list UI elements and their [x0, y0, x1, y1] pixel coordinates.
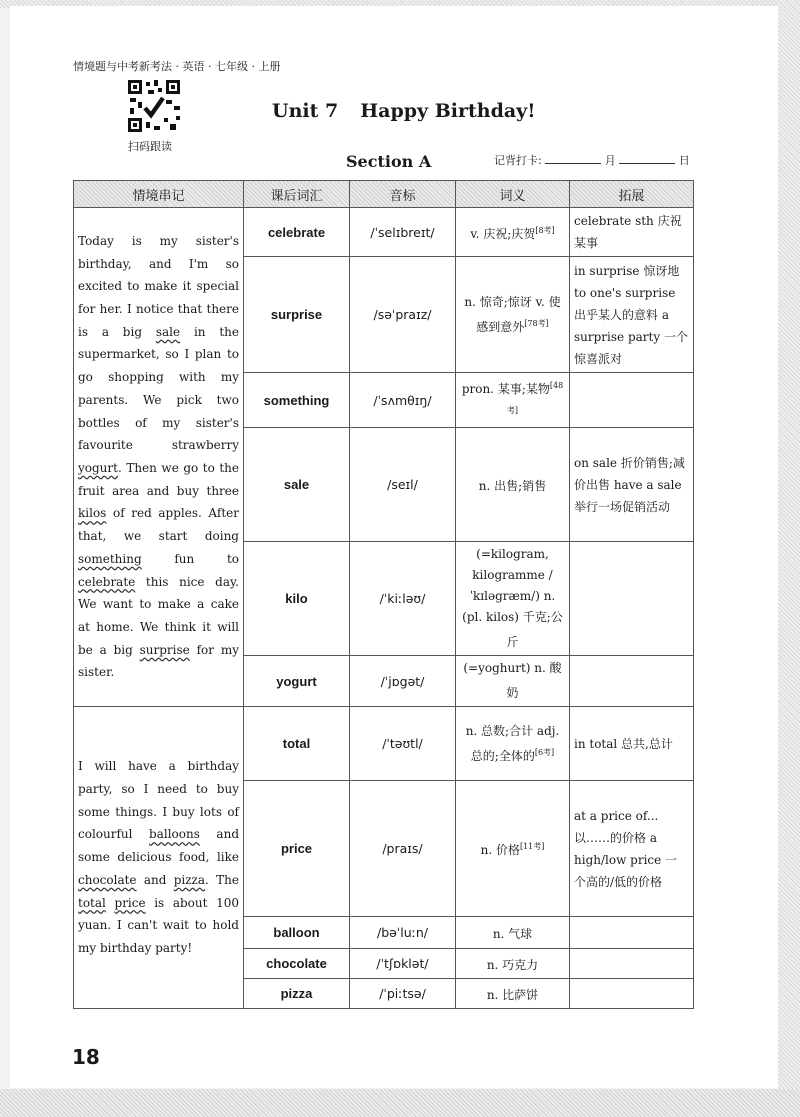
day-blank[interactable]: [619, 153, 675, 164]
keyword-underlined: yogurt: [78, 461, 118, 475]
story-text: fun to: [141, 551, 239, 566]
meaning: [456, 542, 570, 656]
keyword-underlined: kilos: [78, 506, 107, 521]
extension-text: at a price of... 以……的价格 a high/low price 一个高的/低的价格: [574, 808, 678, 889]
vocab-word-text: celebrate: [267, 224, 326, 240]
table-header-row: [74, 181, 694, 208]
meaning: [456, 707, 570, 781]
exam-frequency: [8考]: [535, 225, 555, 235]
phonetic: [350, 257, 456, 373]
vocab-word-text: sale: [283, 477, 310, 492]
phonetic: [350, 208, 456, 257]
scan-border-bottom: [0, 1089, 800, 1117]
qr-label: 扫码跟读: [128, 140, 172, 153]
extension: [570, 979, 694, 1009]
meaning: [456, 373, 570, 428]
phonetic-text: /ˈtəʊtl/: [382, 736, 423, 751]
vocab-word-text: price: [280, 841, 313, 856]
keyword-underlined: pizza: [173, 872, 206, 887]
vocab-word-text: pizza: [280, 986, 313, 1001]
phonetic-text: /ˈkiːləʊ/: [379, 591, 426, 606]
keyword-underlined: total: [78, 895, 106, 910]
story-text: for my sister.: [78, 642, 239, 680]
story-text: and some delicious food, like: [78, 827, 239, 865]
keyword-underlined: something: [78, 551, 142, 566]
meaning: [456, 949, 570, 979]
phonetic-text: /seɪl/: [387, 477, 418, 492]
phonetic-text: /ˈsʌmθɪŋ/: [373, 392, 432, 408]
meaning-text: n. 出售;销售: [478, 479, 547, 493]
extension: [570, 373, 694, 428]
section-title: Section A: [346, 152, 432, 171]
meaning: [456, 257, 570, 373]
phonetic: [350, 656, 456, 707]
header-phonetic: 音标: [350, 181, 456, 208]
vocab-word: [244, 208, 350, 257]
month-blank[interactable]: [545, 153, 601, 164]
phonetic-text: /bəˈluːn/: [376, 925, 428, 940]
phonetic: [350, 781, 456, 917]
phonetic: [350, 428, 456, 542]
extension: [570, 917, 694, 949]
scan-border-right: [778, 0, 800, 1117]
exam-frequency: [48考]: [506, 381, 564, 415]
exam-frequency: [78考]: [524, 318, 549, 328]
story-text: [106, 896, 115, 910]
vocab-word: [244, 949, 350, 979]
story-text: I will have a birthday party, so I need to buy some things. I buy lots of colourful: [78, 759, 239, 842]
phonetic: [350, 542, 456, 656]
page-number: 18: [72, 1045, 100, 1069]
checkin-label: 记背打卡:: [494, 154, 542, 167]
vocab-word-text: something: [263, 392, 330, 408]
checkin-line: [494, 152, 690, 168]
checkin-day: 日: [678, 154, 690, 167]
meaning-text: n. 比萨饼: [486, 988, 539, 1002]
phonetic: [350, 373, 456, 428]
story-passage-1: [74, 208, 244, 707]
phonetic: [350, 917, 456, 949]
extension-text: in surprise 惊讶地 to one's surprise 出乎某人的意料 a surprise party 一个惊喜派对: [574, 263, 688, 366]
story-text: . The: [205, 872, 239, 887]
phonetic: [350, 707, 456, 781]
story-text: in the supermarket, so I plan to go shopping with my parents. We pick two bottles of my sister's favourite strawberry: [78, 324, 239, 453]
keyword-underlined: surprise: [139, 642, 190, 657]
vocabulary-table: [73, 180, 694, 1009]
story-text: and: [136, 872, 174, 887]
qr-code-icon[interactable]: [126, 78, 182, 134]
meaning: [456, 979, 570, 1009]
vocab-word: [244, 373, 350, 428]
phonetic-text: /ˈpiːtsə/: [379, 986, 426, 1001]
book-title: 情境题与中考新考法 · 英语 · 七年级 · 上册: [73, 60, 281, 73]
meaning: [456, 428, 570, 542]
meaning-text: v. 庆祝;庆贺: [470, 226, 536, 241]
extension: [570, 428, 694, 542]
phonetic: [350, 979, 456, 1009]
meaning-text: n. 气球: [492, 927, 533, 941]
extension: [570, 707, 694, 781]
keyword-underlined: sale: [155, 324, 181, 339]
unit-title: [272, 100, 536, 122]
story-text: of red apples. After that, we start doing: [78, 506, 239, 544]
story-text: is about 100 yuan. I can't wait to hold my birthday party!: [78, 895, 239, 955]
meaning: [456, 208, 570, 257]
extension: [570, 257, 694, 373]
table-row: [74, 208, 694, 257]
exam-frequency: [6考]: [534, 747, 555, 757]
header-story: 情境串记: [74, 181, 244, 208]
table-row: [74, 707, 694, 781]
vocab-word: [244, 979, 350, 1009]
exam-frequency: [11考]: [519, 842, 545, 851]
checkin-month: 月: [604, 154, 616, 167]
unit-number: Unit 7: [272, 100, 339, 122]
phonetic-text: /ˈtʃɒklət/: [376, 956, 429, 971]
vocab-word-text: surprise: [270, 307, 323, 322]
unit-name: Happy Birthday!: [360, 100, 536, 122]
vocab-word-text: chocolate: [266, 956, 327, 971]
keyword-underlined: balloons: [149, 827, 200, 842]
vocab-word: [244, 781, 350, 917]
keyword-underlined: chocolate: [78, 872, 137, 887]
meaning-text: (=yoghurt) n. 酸奶: [463, 661, 562, 700]
extension: [570, 656, 694, 707]
story-text: Today is my sister's birthday, and I'm so excited to make it special for her. I notice that there is a big: [78, 233, 239, 339]
keyword-underlined: celebrate: [78, 574, 136, 589]
header-meaning: 词义: [456, 181, 570, 208]
extension: [570, 542, 694, 656]
vocab-word: [244, 428, 350, 542]
meaning-text: pron. 某事;某物: [461, 382, 550, 396]
meaning: [456, 917, 570, 949]
vocab-word-text: yogurt: [276, 673, 317, 689]
story-text: this nice day. We want to make a cake at home. We think it will be a big: [78, 574, 239, 657]
meaning-text: (=kilogram, kilogramme /ˈkɪləgræm/) n. (pl. kilos) 千克;公斤: [462, 547, 563, 649]
story-text: . Then we go to the fruit area and buy three: [78, 461, 239, 498]
extension-text: in total 总共,总计: [574, 736, 673, 751]
keyword-underlined: price: [114, 895, 146, 910]
vocab-word: [244, 917, 350, 949]
header-word: 课后词汇: [244, 181, 350, 208]
phonetic: [350, 949, 456, 979]
story-passage-2: [74, 707, 244, 1009]
extension: [570, 208, 694, 257]
extension: [570, 949, 694, 979]
extension: [570, 781, 694, 917]
meaning-text: n. 巧克力: [486, 958, 539, 972]
meaning: [456, 656, 570, 707]
vocab-word-text: balloon: [273, 925, 320, 940]
phonetic-text: /ˈselɪbreɪt/: [370, 224, 435, 240]
phonetic-text: /səˈpraɪz/: [373, 307, 432, 322]
phonetic-text: /ˈjɒgət/: [380, 673, 425, 689]
vocab-word: [244, 707, 350, 781]
vocab-word: [244, 257, 350, 373]
vocab-word: [244, 656, 350, 707]
vocab-word: [244, 542, 350, 656]
meaning-text: n. 总数;合计 adj. 总的;全体的: [465, 723, 560, 763]
meaning-text: n. 价格: [480, 843, 520, 857]
meaning: [456, 781, 570, 917]
vocab-word-text: kilo: [285, 591, 308, 606]
meaning-text: n. 惊奇;惊讶 v. 使感到意外: [464, 294, 561, 334]
vocab-word-text: total: [282, 736, 311, 751]
extension-text: on sale 折价销售;减价出售 have a sale 举行一场促销活动: [574, 455, 685, 514]
extension-text: celebrate sth 庆祝某事: [574, 214, 682, 250]
header-extension: 拓展: [570, 181, 694, 208]
phonetic-text: /praɪs/: [382, 841, 423, 856]
